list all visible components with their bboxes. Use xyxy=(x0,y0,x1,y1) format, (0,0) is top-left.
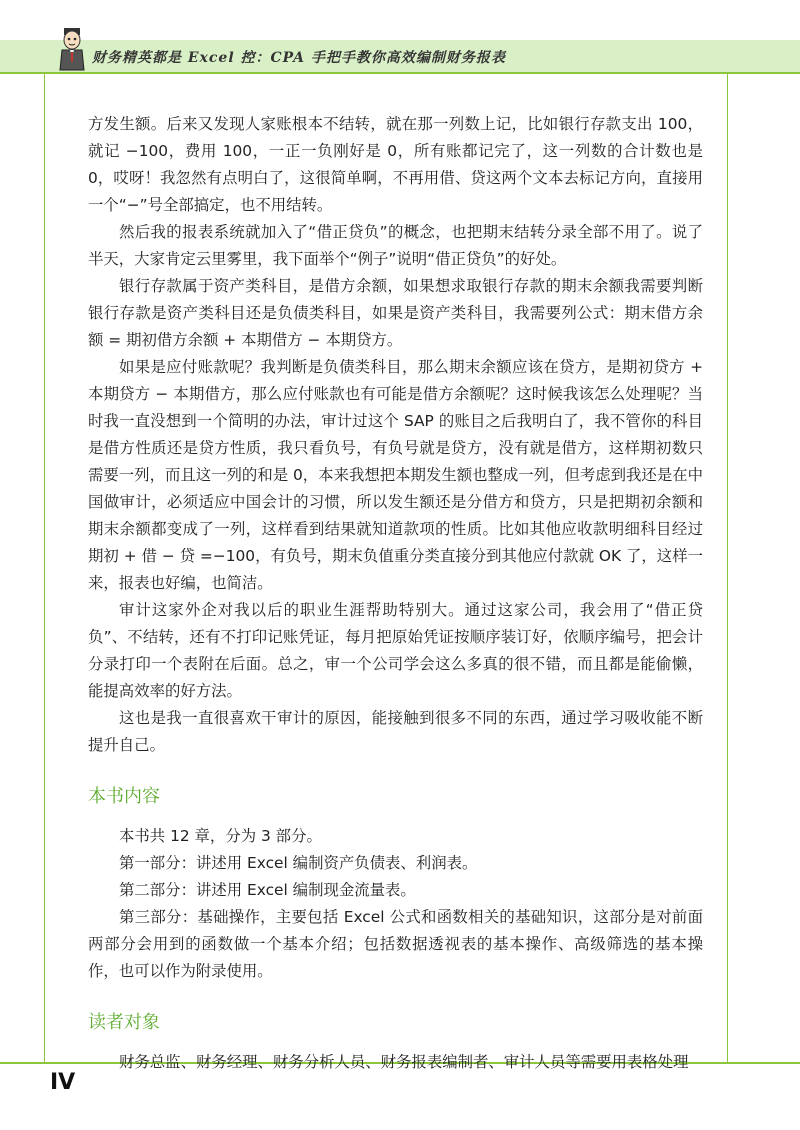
page-number: IV xyxy=(50,1070,76,1095)
book-title: 财务精英都是 Excel 控：CPA 手把手教你高效编制财务报表 xyxy=(92,50,506,66)
paragraph: 财务总监、财务经理、财务分析人员、财务报表编制者、审计人员等需要用表格处理 xyxy=(119,1053,689,1071)
paragraph: 本书共 12 章，分为 3 部分。 xyxy=(119,827,322,845)
section-heading-contents: 本书内容 xyxy=(88,786,160,807)
paragraph: 银行存款属于资产类科目，是借方余额，如果想求取银行存款的期末余额我需要判断银行存款是资产类科目还是负债类科目，如果是资产类科目，我需要列公式：期末借方余额 = 期初借方余额 + 本期借方 − 本期贷方。 xyxy=(88,277,703,349)
paragraph: 第一部分：讲述用 Excel 编制资产负债表、利润表。 xyxy=(119,854,478,872)
paragraph: 第二部分：讲述用 Excel 编制现金流量表。 xyxy=(119,881,416,899)
paragraph: 如果是应付账款呢？我判断是负债类科目，那么期末余额应该在贷方，是期初贷方 + 本期贷方 − 本期借方，那么应付账款也有可能是借方余额呢？这时候我该怎么处理呢？当时我一直没想到一个简明的办法，审计过这个 SAP 的账目之后我明白了，我不管你的科目是借方性质还是贷方性质，我只看负号，有负号就是贷方，没有就是借方，这样期初数只需要一列，而且这一列的和是 0，本来我想把本期发生额也整成一列，但考虑到我还是在中国做审计，必须适应中国会计的习惯，所以发生额还是分借方和贷方，只是把期初余额和期末余额都变成了一列，这样看到结果就知道款项的性质。比如其他应收款明细科目经过期初 + 借 − 贷 =−100，有负号，期末负值重分类直接分到其他应付款就 OK 了，这样一来，报表也好编，也简洁。 xyxy=(88,358,703,592)
paragraph: 然后我的报表系统就加入了“借正贷负”的概念，也把期末结转分录全部不用了。说了半天，大家肯定云里雾里，我下面举个“例子”说明“借正贷负”的好处。 xyxy=(88,223,703,268)
section-heading-readers: 读者对象 xyxy=(88,1012,160,1033)
paragraph: 方发生额。后来又发现人家账根本不结转，就在那一列数上记，比如银行存款支出 100，就记 −100，费用 100，一正一负刚好是 0，所有账都记完了，这一列数的合计数也是 0，哎呀！我忽然有点明白了，这很简单啊，不再用借、贷这两个文本去标记方向，直接用一个“−”号全部搞定，也不用结转。 xyxy=(88,115,703,214)
paragraph: 这也是我一直很喜欢干审计的原因，能接触到很多不同的东西，通过学习吸收能不断提升自己。 xyxy=(88,709,703,754)
paragraph: 第三部分：基础操作，主要包括 Excel 公式和函数相关的基础知识，这部分是对前面两部分会用到的函数做一个基本介绍；包括数据透视表的基本操作、高级筛选的基本操作，也可以作为附录使用。 xyxy=(88,908,703,980)
paragraph: 审计这家外企对我以后的职业生涯帮助特别大。通过这家公司，我会用了“借正贷负”、不结转，还有不打印记账凭证，每月把原始凭证按顺序装订好，依顺序编号，把会计分录打印一个表附在后面。总之，审一个公司学会这么多真的很不错，而且都是能偷懒，能提高效率的好方法。 xyxy=(88,601,703,700)
page-body xyxy=(88,111,703,1076)
mascot-icon xyxy=(56,26,88,72)
frame-left-line xyxy=(44,72,45,1062)
frame-right-line xyxy=(727,72,728,1062)
